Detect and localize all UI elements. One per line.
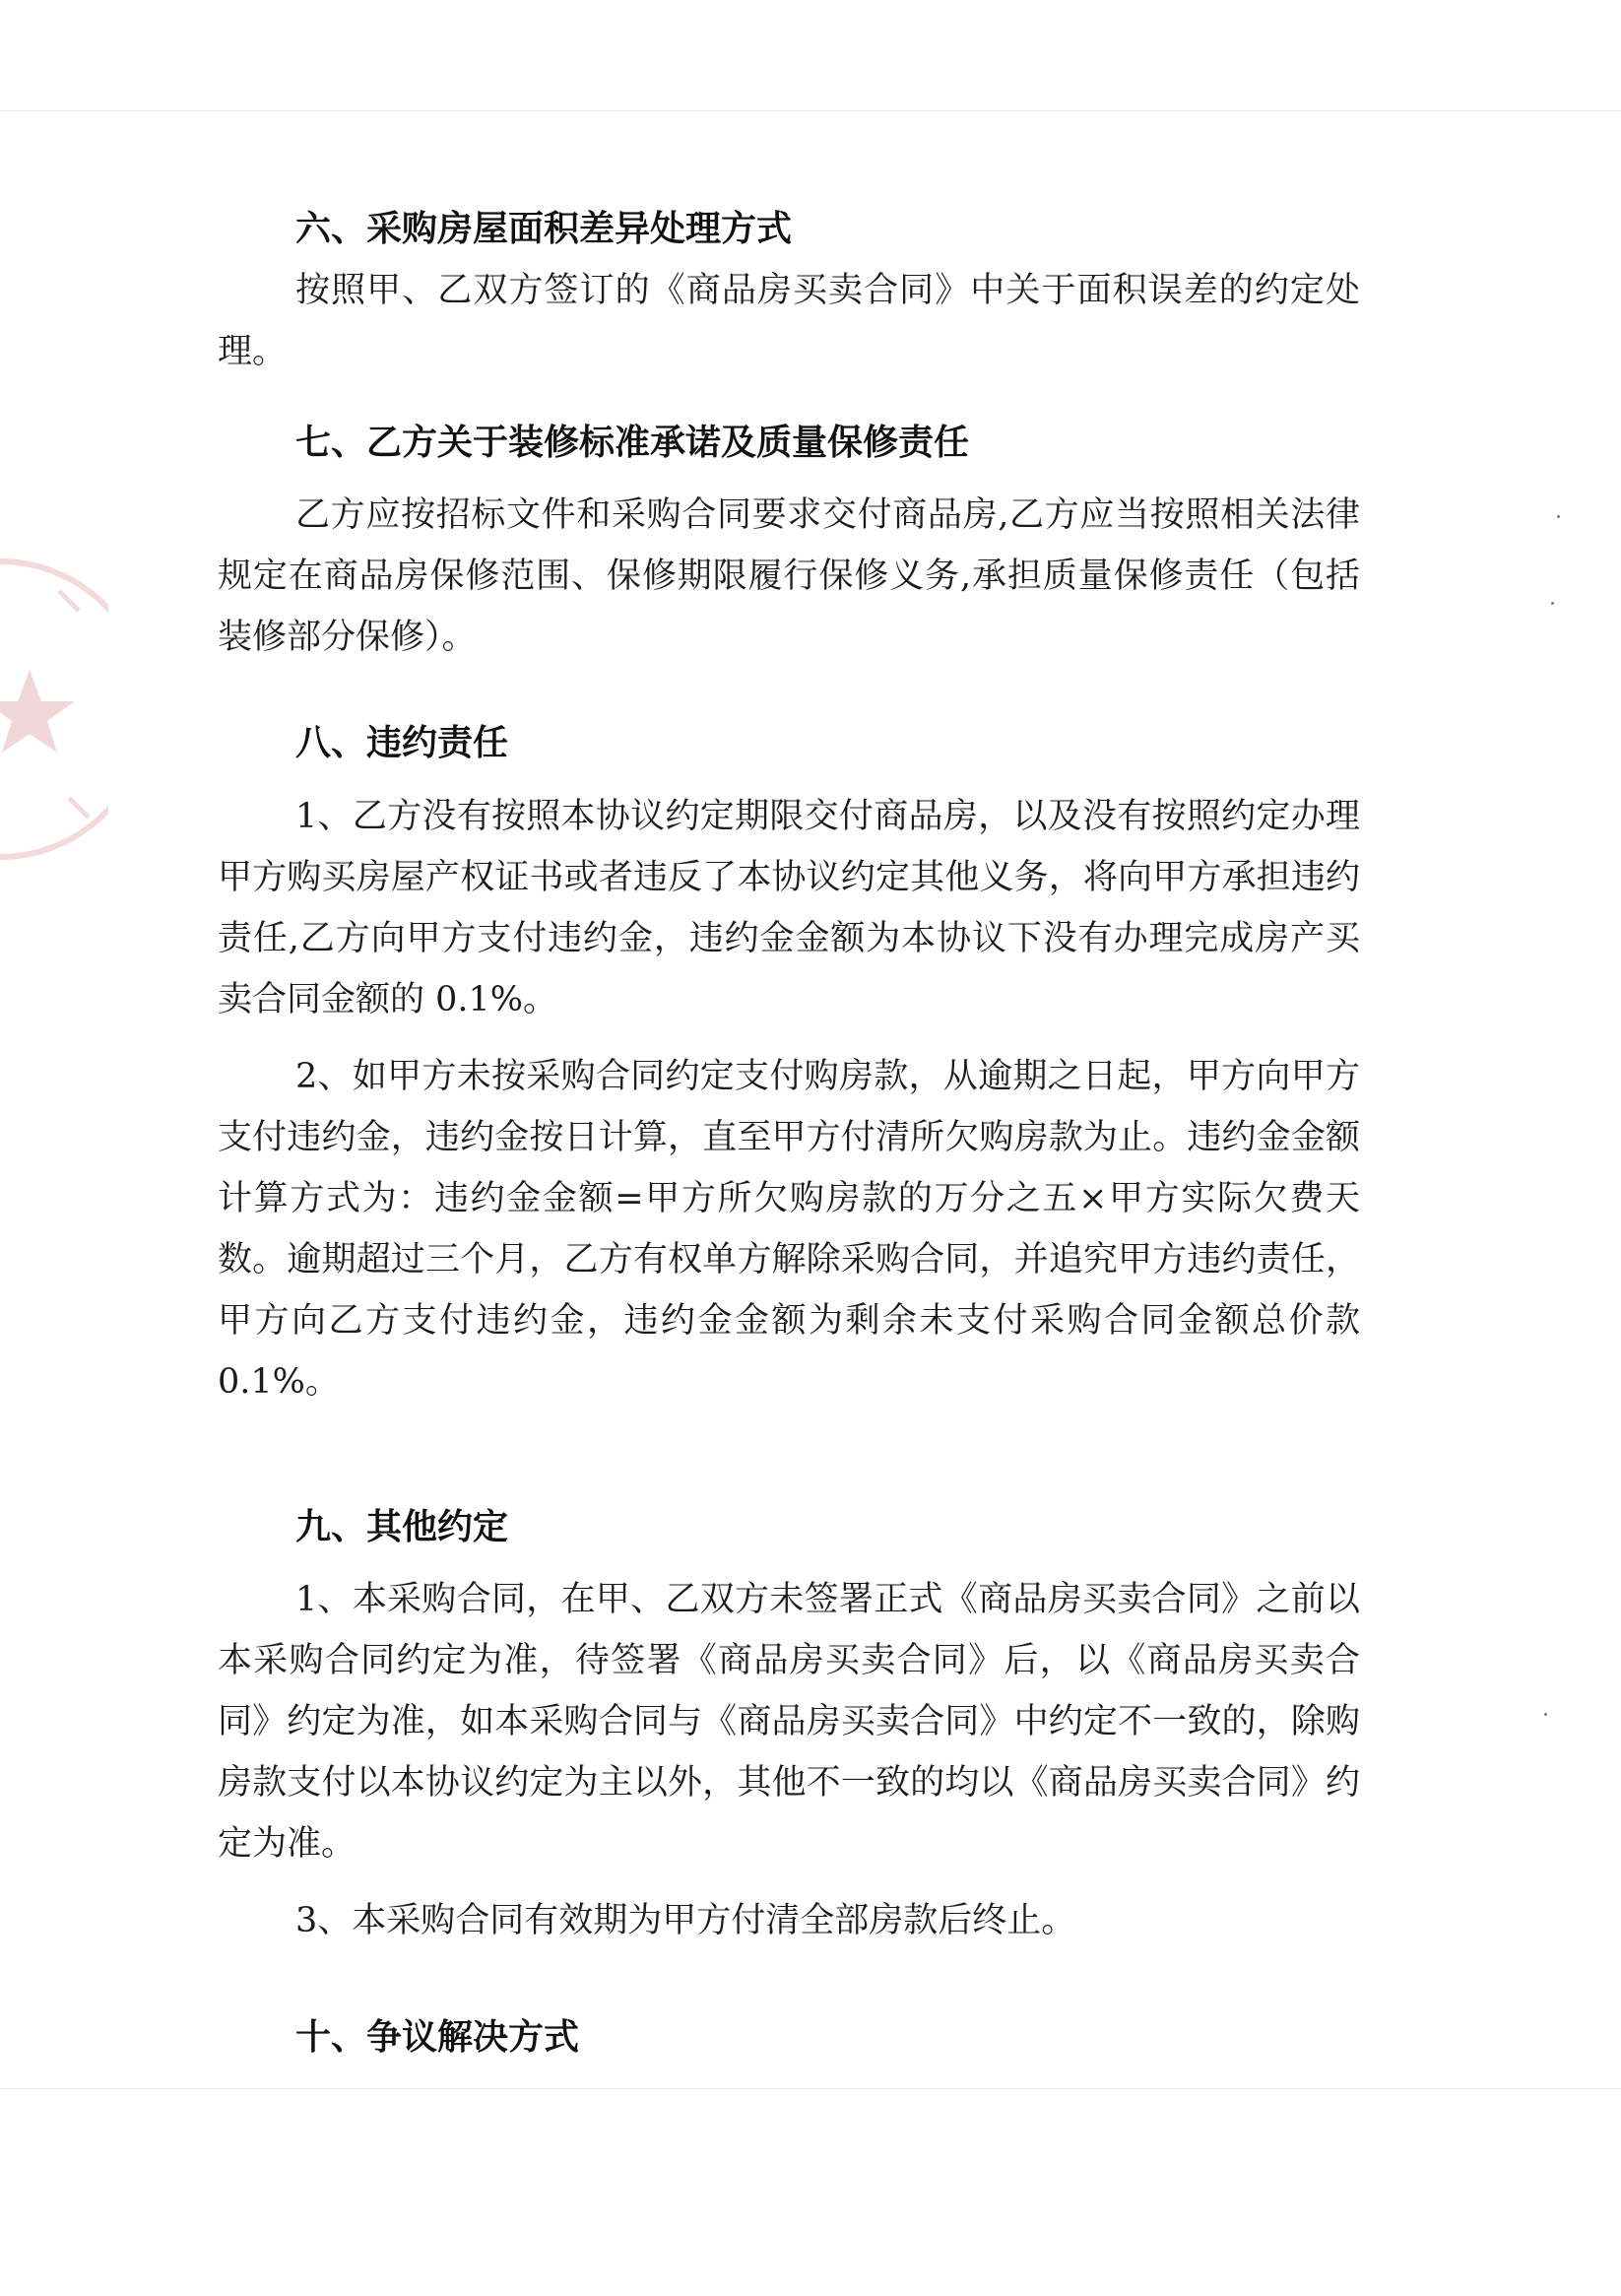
scan-speck	[1551, 602, 1554, 605]
section-seven-body	[218, 485, 1360, 668]
scan-rule-bottom	[0, 2088, 1621, 2089]
scan-speck	[1557, 515, 1560, 518]
paragraph: 1、乙方没有按照本协议约定期限交付商品房，以及没有按照约定办理甲方购买房屋产权证书或者违反了本协议约定其他义务，将向甲方承担违约责任,乙方向甲方支付违约金，违约金金额为本协议下没有办理完成房产买卖合同金额的 0.1%。	[218, 797, 1360, 1019]
section-seven-heading: 七、乙方关于装修标准承诺及质量保修责任	[295, 423, 970, 463]
scan-speck	[1544, 1713, 1547, 1716]
paragraph: 按照甲、乙双方签订的《商品房买卖合同》中关于面积误差的约定处理。	[218, 271, 1360, 371]
section-eight-heading: 八、违约责任	[295, 723, 509, 763]
section-six-body	[218, 260, 1360, 382]
section-ten-heading: 十、争议解决方式	[295, 2017, 580, 2058]
official-seal-stamp	[0, 552, 108, 867]
section-six-heading: 六、采购房屋面积差异处理方式	[295, 209, 793, 249]
paragraph: 2、如甲方未按采购合同约定支付购房款，从逾期之日起，甲方向甲方支付违约金，违约金按日计算，直至甲方付清所欠购房款为止。违约金金额计算方式为：违约金金额=甲方所欠购房款的万分之五×甲方实际欠费天数。逾期超过三个月，乙方有权单方解除采购合同，并追究甲方违约责任，甲方向乙方支付违约金，违约金金额为剩余未支付采购合同金额总价款 0.1%。	[218, 1057, 1360, 1402]
section-eight-body	[218, 786, 1360, 1412]
section-nine-heading: 九、其他约定	[295, 1507, 509, 1547]
section-nine-body	[218, 1569, 1360, 1951]
paragraph: 3、本采购合同有效期为甲方付清全部房款后终止。	[295, 1901, 1076, 1940]
scan-rule-top	[0, 110, 1621, 111]
paragraph: 乙方应按招标文件和采购合同要求交付商品房,乙方应当按照相关法律规定在商品房保修范围、保修期限履行保修义务,承担质量保修责任（包括装修部分保修）。	[218, 495, 1360, 657]
paragraph: 1、本采购合同，在甲、乙双方未签署正式《商品房买卖合同》之前以本采购合同约定为准，待签署《商品房买卖合同》后，以《商品房买卖合同》约定为准，如本采购合同与《商品房买卖合同》中约定不一致的，除购房款支付以本协议约定为主以外，其他不一致的均以《商品房买卖合同》约定为准。	[218, 1580, 1360, 1864]
